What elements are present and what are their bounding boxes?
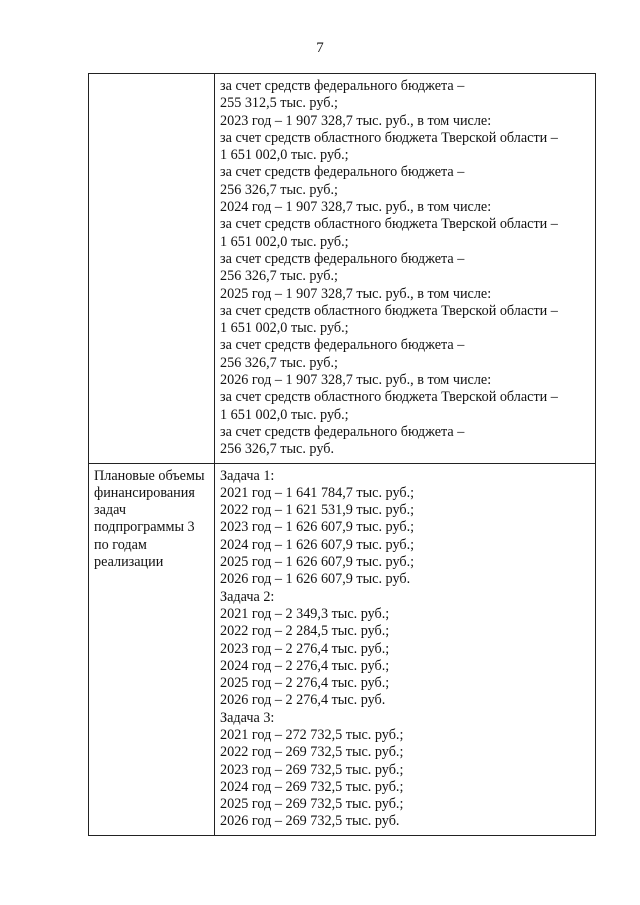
table-row <box>89 463 596 835</box>
row-value-cell <box>215 74 596 464</box>
value-line: 2025 год – 2 276,4 тыс. руб.; <box>220 675 390 692</box>
value-line: 2024 год – 1 626 607,9 тыс. руб.; <box>220 536 415 553</box>
value-line: 2021 год – 1 641 784,7 тыс. руб.; <box>220 484 415 501</box>
value-line: 1 651 002,0 тыс. руб.; <box>220 320 349 337</box>
label-line: финансирования <box>94 484 195 501</box>
value-line: за счет средств федерального бюджета – <box>220 423 465 440</box>
value-line: 1 651 002,0 тыс. руб.; <box>220 147 349 164</box>
label-line: по годам <box>94 536 147 553</box>
value-line: Задача 3: <box>220 709 275 726</box>
value-line: 256 326,7 тыс. руб.; <box>220 354 338 371</box>
value-line: 2022 год – 1 621 531,9 тыс. руб.; <box>220 502 415 519</box>
table-row <box>89 74 596 464</box>
value-line: 2024 год – 1 907 328,7 тыс. руб., в том числе: <box>220 199 492 216</box>
value-line: 2023 год – 1 626 607,9 тыс. руб.; <box>220 519 415 536</box>
value-line: 2023 год – 1 907 328,7 тыс. руб., в том числе: <box>220 112 492 129</box>
value-line: 2026 год – 2 276,4 тыс. руб. <box>220 692 386 709</box>
value-line: 2026 год – 269 732,5 тыс. руб. <box>220 813 400 830</box>
value-line: 256 326,7 тыс. руб.; <box>220 181 338 198</box>
budget-table-body <box>89 74 596 836</box>
value-line: 1 651 002,0 тыс. руб.; <box>220 233 349 250</box>
value-line: за счет средств федерального бюджета – <box>220 164 465 181</box>
label-line: реализации <box>94 554 164 571</box>
value-line: за счет средств федерального бюджета – <box>220 78 465 94</box>
value-line: 2022 год – 269 732,5 тыс. руб.; <box>220 744 404 761</box>
value-line: 2025 год – 1 907 328,7 тыс. руб., в том числе: <box>220 285 492 302</box>
value-line: за счет средств областного бюджета Тверской области – <box>220 389 558 406</box>
value-line: за счет средств федерального бюджета – <box>220 250 465 267</box>
value-line: 2023 год – 2 276,4 тыс. руб.; <box>220 640 390 657</box>
value-line: 256 326,7 тыс. руб.; <box>220 268 338 285</box>
value-line: 2024 год – 269 732,5 тыс. руб.; <box>220 778 404 795</box>
budget-table <box>88 73 596 836</box>
value-line: 2026 год – 1 626 607,9 тыс. руб. <box>220 571 411 588</box>
value-line: 2021 год – 2 349,3 тыс. руб.; <box>220 605 390 622</box>
value-line: за счет средств областного бюджета Тверской области – <box>220 302 558 319</box>
value-line: Задача 2: <box>220 588 275 605</box>
value-line: 2023 год – 269 732,5 тыс. руб.; <box>220 761 404 778</box>
value-line: 2025 год – 1 626 607,9 тыс. руб.; <box>220 554 415 571</box>
value-line: за счет средств областного бюджета Тверской области – <box>220 129 558 146</box>
value-line: 2022 год – 2 284,5 тыс. руб.; <box>220 623 390 640</box>
row-label-cell <box>89 463 215 835</box>
row-value-cell <box>215 463 596 835</box>
value-line: за счет средств областного бюджета Тверской области – <box>220 216 558 233</box>
label-line: Плановые объемы <box>94 467 205 484</box>
value-line: 2026 год – 1 907 328,7 тыс. руб., в том числе: <box>220 372 492 389</box>
value-line: 255 312,5 тыс. руб.; <box>220 95 338 112</box>
value-line: Задача 1: <box>220 467 275 484</box>
value-line: 2025 год – 269 732,5 тыс. руб.; <box>220 796 404 813</box>
value-line: 2021 год – 272 732,5 тыс. руб.; <box>220 726 404 743</box>
value-line: за счет средств федерального бюджета – <box>220 337 465 354</box>
label-line: подпрограммы 3 <box>94 519 195 536</box>
value-line: 2024 год – 2 276,4 тыс. руб.; <box>220 657 390 674</box>
page-number: 7 <box>316 40 324 56</box>
label-line: задач <box>94 502 126 519</box>
value-line: 256 326,7 тыс. руб. <box>220 441 334 458</box>
row-label-cell <box>89 74 215 464</box>
value-line: 1 651 002,0 тыс. руб.; <box>220 406 349 423</box>
